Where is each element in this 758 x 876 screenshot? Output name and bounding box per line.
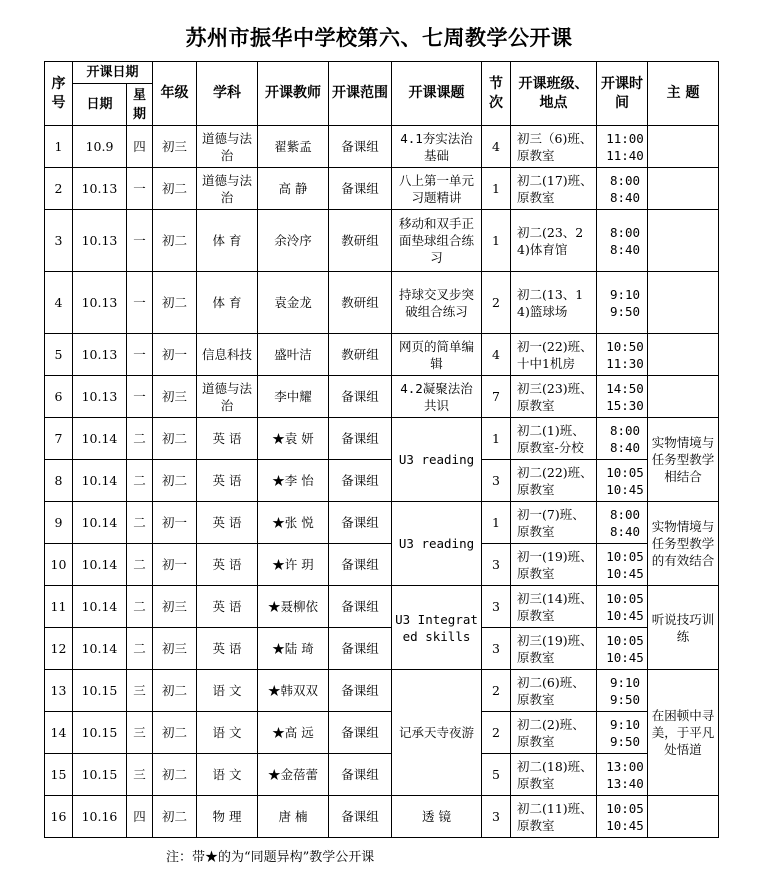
table-row (45, 628, 719, 670)
cell-teacher: ★金蓓蕾 (258, 754, 329, 796)
cell-class-place: 初二(23、24)体育馆 (511, 210, 597, 272)
cell-no: 6 (45, 376, 73, 418)
time-start: 10:05 (606, 464, 644, 480)
cell-grade: 初二 (153, 670, 197, 712)
cell-subject: 英 语 (197, 502, 258, 544)
cell-date: 10.14 (73, 460, 127, 502)
cell-time (597, 460, 648, 502)
time-end: 15:30 (606, 397, 644, 413)
table-row (45, 418, 719, 460)
cell-period: 3 (482, 460, 511, 502)
cell-subject: 英 语 (197, 418, 258, 460)
header-weekday: 星期 (127, 84, 153, 126)
cell-no: 11 (45, 586, 73, 628)
cell-theme (648, 376, 719, 418)
cell-no: 2 (45, 168, 73, 210)
cell-theme: 听说技巧训练 (648, 586, 719, 670)
cell-subject: 语 文 (197, 754, 258, 796)
cell-grade: 初三 (153, 376, 197, 418)
cell-teacher: ★聂柳依 (258, 586, 329, 628)
table-row (45, 502, 719, 544)
cell-subject: 道德与法治 (197, 126, 258, 168)
cell-grade: 初三 (153, 628, 197, 670)
cell-time (597, 628, 648, 670)
header-date-group: 开课日期 (73, 62, 153, 84)
cell-grade: 初一 (153, 502, 197, 544)
cell-scope: 教研组 (329, 210, 392, 272)
header-class-place: 开课班级、地点 (511, 62, 597, 126)
cell-date: 10.14 (73, 586, 127, 628)
cell-date: 10.16 (73, 796, 127, 838)
header-subject: 学科 (197, 62, 258, 126)
cell-period: 1 (482, 502, 511, 544)
cell-class-place: 初二(2)班、原教室 (511, 712, 597, 754)
time-end: 8:40 (609, 189, 641, 205)
cell-weekday: 三 (127, 670, 153, 712)
cell-weekday: 二 (127, 418, 153, 460)
cell-grade: 初二 (153, 168, 197, 210)
cell-no: 14 (45, 712, 73, 754)
cell-date: 10.15 (73, 670, 127, 712)
cell-subject: 信息科技 (197, 334, 258, 376)
cell-time (597, 502, 648, 544)
cell-topic: U3 reading (392, 418, 482, 502)
cell-no: 16 (45, 796, 73, 838)
cell-theme (648, 210, 719, 272)
time-end: 9:50 (609, 691, 641, 707)
cell-grade: 初一 (153, 544, 197, 586)
table-row (45, 376, 719, 418)
cell-period: 7 (482, 376, 511, 418)
cell-date: 10.13 (73, 168, 127, 210)
cell-weekday: 二 (127, 544, 153, 586)
cell-no: 4 (45, 272, 73, 334)
cell-time (597, 126, 648, 168)
cell-grade: 初二 (153, 210, 197, 272)
time-start: 10:50 (606, 338, 644, 354)
cell-time (597, 210, 648, 272)
cell-grade: 初二 (153, 460, 197, 502)
time-start: 14:50 (606, 380, 644, 396)
cell-topic: U3 Integrated skills (392, 586, 482, 670)
cell-no: 12 (45, 628, 73, 670)
header-teacher: 开课教师 (258, 62, 329, 126)
cell-topic: 透 镜 (392, 796, 482, 838)
cell-subject: 英 语 (197, 460, 258, 502)
cell-time (597, 418, 648, 460)
cell-subject: 道德与法治 (197, 168, 258, 210)
time-start: 8:00 (609, 224, 641, 240)
table-row (45, 210, 719, 272)
cell-period: 2 (482, 712, 511, 754)
cell-teacher: 盛叶洁 (258, 334, 329, 376)
cell-class-place: 初二(17)班、原教室 (511, 168, 597, 210)
cell-theme (648, 168, 719, 210)
cell-theme (648, 334, 719, 376)
time-start: 8:00 (609, 422, 641, 438)
cell-subject: 英 语 (197, 628, 258, 670)
cell-period: 4 (482, 334, 511, 376)
page-title: 苏州市振华中学校第六、七周教学公开课 (185, 25, 573, 50)
cell-class-place: 初三(19)班、原教室 (511, 628, 597, 670)
cell-scope: 备课组 (329, 586, 392, 628)
cell-class-place: 初三(14)班、原教室 (511, 586, 597, 628)
cell-no: 1 (45, 126, 73, 168)
cell-weekday: 三 (127, 754, 153, 796)
table-row (45, 272, 719, 334)
header-period: 节次 (482, 62, 511, 126)
time-end: 13:40 (606, 775, 644, 791)
cell-scope: 教研组 (329, 272, 392, 334)
cell-class-place: 初三(23)班、原教室 (511, 376, 597, 418)
time-end: 8:40 (609, 523, 641, 539)
cell-grade: 初二 (153, 272, 197, 334)
time-end: 10:45 (606, 565, 644, 581)
cell-time (597, 796, 648, 838)
cell-class-place: 初二(11)班、原教室 (511, 796, 597, 838)
cell-date: 10.14 (73, 418, 127, 460)
cell-weekday: 一 (127, 210, 153, 272)
cell-date: 10.14 (73, 544, 127, 586)
footnote: 注：带★的为“同题异构”教学公开课 (166, 850, 375, 865)
time-end: 8:40 (609, 241, 641, 257)
cell-date: 10.15 (73, 712, 127, 754)
cell-theme (648, 272, 719, 334)
cell-time (597, 376, 648, 418)
cell-teacher: ★韩双双 (258, 670, 329, 712)
cell-date: 10.13 (73, 334, 127, 376)
time-end: 11:30 (606, 355, 644, 371)
cell-teacher: 唐 楠 (258, 796, 329, 838)
cell-scope: 备课组 (329, 376, 392, 418)
cell-no: 9 (45, 502, 73, 544)
schedule-table (44, 61, 719, 838)
cell-date: 10.9 (73, 126, 127, 168)
cell-weekday: 一 (127, 272, 153, 334)
cell-no: 3 (45, 210, 73, 272)
cell-grade: 初二 (153, 754, 197, 796)
cell-teacher: 李中耀 (258, 376, 329, 418)
cell-topic: 网页的简单编辑 (392, 334, 482, 376)
cell-topic: 4.1夯实法治基础 (392, 126, 482, 168)
cell-period: 2 (482, 272, 511, 334)
cell-weekday: 三 (127, 712, 153, 754)
time-end: 8:40 (609, 439, 641, 455)
cell-class-place: 初一(7)班、原教室 (511, 502, 597, 544)
table-row (45, 334, 719, 376)
cell-time (597, 544, 648, 586)
cell-period: 4 (482, 126, 511, 168)
cell-class-place: 初二(18)班、原教室 (511, 754, 597, 796)
cell-topic: 4.2凝聚法治共识 (392, 376, 482, 418)
table-row (45, 544, 719, 586)
cell-no: 10 (45, 544, 73, 586)
cell-topic: 移动和双手正面垫球组合练习 (392, 210, 482, 272)
cell-subject: 语 文 (197, 712, 258, 754)
time-end: 9:50 (609, 303, 641, 319)
cell-grade: 初二 (153, 418, 197, 460)
time-end: 9:50 (609, 733, 641, 749)
table-row (45, 586, 719, 628)
table-row (45, 796, 719, 838)
cell-scope: 备课组 (329, 418, 392, 460)
header-date: 日期 (73, 84, 127, 126)
cell-theme: 实物情境与任务型教学的有效结合 (648, 502, 719, 586)
table-row (45, 460, 719, 502)
time-start: 10:05 (606, 632, 644, 648)
header-grade: 年级 (153, 62, 197, 126)
cell-date: 10.13 (73, 210, 127, 272)
time-start: 10:05 (606, 800, 644, 816)
time-start: 9:10 (609, 674, 641, 690)
cell-weekday: 四 (127, 796, 153, 838)
cell-weekday: 一 (127, 334, 153, 376)
time-end: 10:45 (606, 649, 644, 665)
header-no: 序号 (45, 62, 73, 126)
cell-time (597, 168, 648, 210)
cell-grade: 初三 (153, 586, 197, 628)
cell-topic: 八上第一单元习题精讲 (392, 168, 482, 210)
time-start: 10:05 (606, 548, 644, 564)
table-row (45, 712, 719, 754)
cell-subject: 物 理 (197, 796, 258, 838)
cell-theme (648, 126, 719, 168)
cell-date: 10.13 (73, 272, 127, 334)
cell-topic: 记承天寺夜游 (392, 670, 482, 796)
time-start: 8:00 (609, 506, 641, 522)
cell-scope: 备课组 (329, 502, 392, 544)
cell-period: 1 (482, 168, 511, 210)
cell-weekday: 一 (127, 168, 153, 210)
cell-scope: 备课组 (329, 126, 392, 168)
cell-time (597, 272, 648, 334)
cell-teacher: ★陆 琦 (258, 628, 329, 670)
cell-no: 13 (45, 670, 73, 712)
cell-grade: 初二 (153, 796, 197, 838)
cell-date: 10.15 (73, 754, 127, 796)
header-time: 开课时间 (597, 62, 648, 126)
cell-date: 10.14 (73, 502, 127, 544)
time-start: 9:10 (609, 286, 641, 302)
cell-topic: 持球交叉步突破组合练习 (392, 272, 482, 334)
cell-grade: 初三 (153, 126, 197, 168)
cell-class-place: 初一(22)班、十中1机房 (511, 334, 597, 376)
time-start: 11:00 (606, 130, 644, 146)
cell-time (597, 712, 648, 754)
cell-time (597, 586, 648, 628)
time-end: 10:45 (606, 817, 644, 833)
cell-weekday: 四 (127, 126, 153, 168)
cell-topic: U3 reading (392, 502, 482, 586)
cell-period: 3 (482, 628, 511, 670)
cell-theme: 实物情境与任务型教学相结合 (648, 418, 719, 502)
cell-scope: 备课组 (329, 628, 392, 670)
cell-teacher: ★张 悦 (258, 502, 329, 544)
time-start: 8:00 (609, 172, 641, 188)
cell-scope: 备课组 (329, 460, 392, 502)
cell-date: 10.13 (73, 376, 127, 418)
cell-class-place: 初一(19)班、原教室 (511, 544, 597, 586)
header-scope: 开课范围 (329, 62, 392, 126)
cell-weekday: 二 (127, 502, 153, 544)
header-theme: 主 题 (648, 62, 719, 126)
cell-period: 3 (482, 796, 511, 838)
cell-teacher: 余泠序 (258, 210, 329, 272)
cell-weekday: 一 (127, 376, 153, 418)
cell-time (597, 334, 648, 376)
cell-scope: 备课组 (329, 712, 392, 754)
cell-class-place: 初二(1)班、原教室-分校 (511, 418, 597, 460)
cell-period: 3 (482, 586, 511, 628)
cell-theme: 在困顿中寻美，于平凡处悟道 (648, 670, 719, 796)
cell-teacher: ★高 远 (258, 712, 329, 754)
cell-scope: 教研组 (329, 334, 392, 376)
cell-weekday: 二 (127, 586, 153, 628)
cell-subject: 英 语 (197, 586, 258, 628)
cell-theme (648, 796, 719, 838)
cell-weekday: 二 (127, 460, 153, 502)
cell-weekday: 二 (127, 628, 153, 670)
cell-period: 3 (482, 544, 511, 586)
cell-subject: 语 文 (197, 670, 258, 712)
cell-class-place: 初二(6)班、原教室 (511, 670, 597, 712)
cell-grade: 初一 (153, 334, 197, 376)
cell-subject: 英 语 (197, 544, 258, 586)
cell-scope: 备课组 (329, 754, 392, 796)
cell-no: 8 (45, 460, 73, 502)
cell-teacher: 袁金龙 (258, 272, 329, 334)
time-end: 10:45 (606, 607, 644, 623)
cell-subject: 体 育 (197, 210, 258, 272)
cell-period: 1 (482, 210, 511, 272)
cell-scope: 备课组 (329, 168, 392, 210)
cell-teacher: ★李 怡 (258, 460, 329, 502)
cell-class-place: 初二(13、14)篮球场 (511, 272, 597, 334)
cell-teacher: 翟紫孟 (258, 126, 329, 168)
time-end: 11:40 (606, 147, 644, 163)
cell-no: 7 (45, 418, 73, 460)
cell-subject: 道德与法治 (197, 376, 258, 418)
time-start: 13:00 (606, 758, 644, 774)
cell-period: 2 (482, 670, 511, 712)
cell-teacher: ★袁 妍 (258, 418, 329, 460)
cell-grade: 初二 (153, 712, 197, 754)
table-row (45, 754, 719, 796)
cell-date: 10.14 (73, 628, 127, 670)
time-start: 9:10 (609, 716, 641, 732)
cell-no: 15 (45, 754, 73, 796)
cell-no: 5 (45, 334, 73, 376)
table-row (45, 670, 719, 712)
cell-scope: 备课组 (329, 670, 392, 712)
time-end: 10:45 (606, 481, 644, 497)
table-row (45, 126, 719, 168)
cell-period: 1 (482, 418, 511, 460)
cell-time (597, 754, 648, 796)
cell-class-place: 初二(22)班、原教室 (511, 460, 597, 502)
cell-period: 5 (482, 754, 511, 796)
cell-scope: 备课组 (329, 796, 392, 838)
header-topic: 开课课题 (392, 62, 482, 126)
cell-scope: 备课组 (329, 544, 392, 586)
cell-time (597, 670, 648, 712)
cell-subject: 体 育 (197, 272, 258, 334)
cell-teacher: ★许 玥 (258, 544, 329, 586)
time-start: 10:05 (606, 590, 644, 606)
cell-class-place: 初三（6)班、原教室 (511, 126, 597, 168)
cell-teacher: 高 静 (258, 168, 329, 210)
table-row (45, 168, 719, 210)
